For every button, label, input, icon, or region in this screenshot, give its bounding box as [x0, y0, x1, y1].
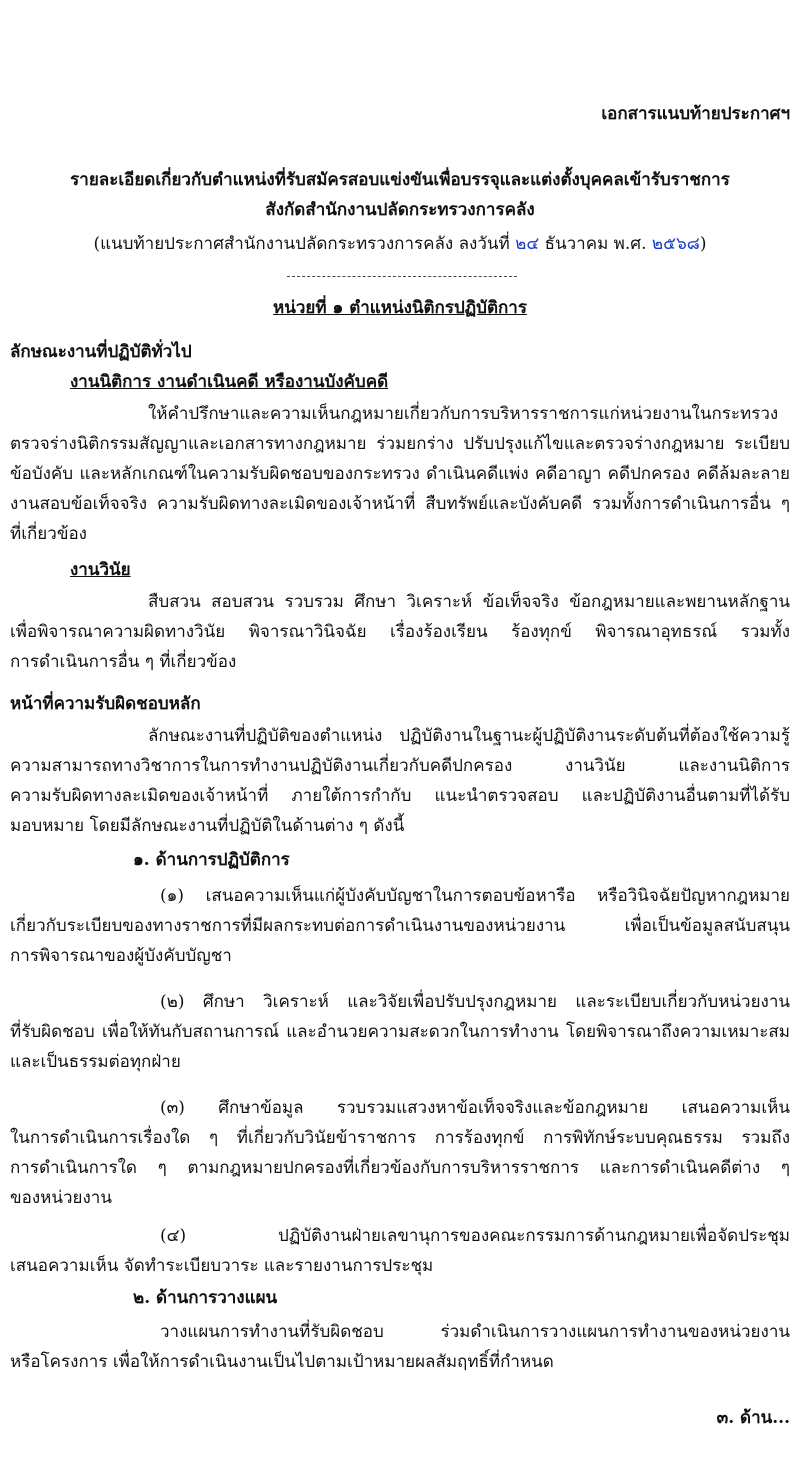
subheading-legal-work: งานนิติการ งานดำเนินคดี หรืองานบังคับคดี: [70, 372, 389, 392]
item-1-line-1: (๑) เสนอความเห็นแก่ผู้บังคับบัญชาในการตอบข้อหารือ หรือวินิจฉัยปัญหากฎหมาย: [160, 886, 790, 906]
attachment-note: เอกสารแนบท้ายประกาศฯ: [601, 104, 790, 124]
subtitle-day: ๒๔: [515, 234, 540, 254]
subtitle: [0, 232, 800, 256]
item-2-line-3: และเป็นธรรมต่อทุกฝ่าย: [10, 1052, 181, 1072]
para-resp-line-1: ลักษณะงานที่ปฏิบัติของตำแหน่ง ปฏิบัติงานในฐานะผู้ปฏิบัติงานระดับต้นที่ต้องใช้ความรู้: [148, 726, 790, 746]
subheading-operations: ๑. ด้านการปฏิบัติการ: [133, 850, 290, 870]
item-4-line-2: เสนอความเห็น จัดทำระเบียบวาระ และรายงานการประชุม: [10, 1256, 434, 1276]
item-1-line-3: การพิจารณาของผู้บังคับบัญชา: [10, 946, 232, 966]
item-4-line-1: (๔) ปฏิบัติงานฝ่ายเลขานุการของคณะกรรมการด้านกฎหมายเพื่อจัดประชุม: [160, 1226, 790, 1246]
section-responsibilities-heading: หน้าที่ความรับผิดชอบหลัก: [10, 694, 201, 714]
item-1-line-2: เกี่ยวกับระเบียบของทางราชการที่มีผลกระทบต่อการดำเนินงานของหน่วยงาน เพื่อเป็นข้อมูลสนับสนุน: [10, 916, 790, 936]
item-3-line-1: (๓) ศึกษาข้อมูล รวบรวมแสวงหาข้อเท็จจริงและข้อกฎหมาย เสนอความเห็น: [160, 1098, 790, 1118]
continuation-marker: ๓. ด้าน...: [716, 1408, 790, 1428]
subtitle-close: ): [699, 234, 707, 254]
subtitle-year: ๒๕๖๘: [651, 234, 700, 254]
title-line-2: สังกัดสำนักงานปลัดกระทรวงการคลัง: [265, 200, 535, 220]
plan-line-2: หรือโครงการ เพื่อให้การดำเนินงานเป็นไปตามเป้าหมายผลสัมฤทธิ์ที่กำหนด: [10, 1352, 554, 1372]
para-resp-line-3: ความรับผิดทางละเมิดของเจ้าหน้าที่ ภายใต้การกำกับ แนะนำตรวจสอบ และปฏิบัติงานอื่นตามที่ได้รับ: [10, 786, 790, 806]
para-discipline-line-3: การดำเนินการอื่น ๆ ที่เกี่ยวข้อง: [10, 652, 237, 672]
item-3-line-3: การดำเนินการใด ๆ ตามกฎหมายปกครองที่เกี่ยวข้องกับการบริหารราชการ และการดำเนินคดีต่าง ๆ: [10, 1158, 790, 1178]
para-legal-line-3: ข้อบังคับ และหลักเกณฑ์ในความรับผิดชอบของกระทรวง ดำเนินคดีแพ่ง คดีอาญา คดีปกครอง คดีล้มละลาย: [10, 464, 790, 484]
item-2-line-2: ที่รับผิดชอบ เพื่อให้ทันกับสถานการณ์ และอำนวยความสะดวกในการทำงาน โดยพิจารณาถึงความเหมาะสม: [10, 1022, 790, 1042]
dashed-separator: [287, 276, 517, 277]
para-legal-line-2: ตรวจร่างนิติกรรมสัญญาและเอกสารทางกฎหมาย ร่วมยกร่าง ปรับปรุงแก้ไขและตรวจร่างกฎหมาย ระเบียบ: [10, 434, 790, 454]
item-2-line-1: (๒) ศึกษา วิเคราะห์ และวิจัยเพื่อปรับปรุงกฎหมาย และระเบียบเกี่ยวกับหน่วยงาน: [160, 992, 790, 1012]
para-discipline-line-1: สืบสวน สอบสวน รวบรวม ศึกษา วิเคราะห์ ข้อเท็จจริง ข้อกฎหมายและพยานหลักฐาน: [148, 592, 790, 612]
subtitle-month: ธันวาคม พ.ศ.: [539, 234, 652, 254]
para-resp-line-2: ความสามารถทางวิชาการในการทำงานปฏิบัติงานเกี่ยวกับคดีปกครอง งานวินัย และงานนิติการ: [10, 756, 790, 776]
subheading-discipline: งานวินัย: [70, 560, 131, 580]
para-legal-line-1: ให้คำปรึกษาและความเห็นกฎหมายเกี่ยวกับการบริหารราชการแก่หน่วยงานในกระทรวง: [148, 404, 779, 424]
para-legal-line-4: งานสอบข้อเท็จจริง ความรับผิดทางละเมิดของเจ้าหน้าที่ สืบทรัพย์และบังคับคดี รวมทั้งการดำเนินการอื่น ๆ: [10, 494, 790, 514]
item-3-line-2: ในการดำเนินการเรื่องใด ๆ ที่เกี่ยวกับวินัยข้าราชการ การร้องทุกข์ การพิทักษ์ระบบคุณธรรม รวมถึง: [10, 1128, 790, 1148]
para-resp-line-4: มอบหมาย โดยมีลักษณะงานที่ปฏิบัติในด้านต่าง ๆ ดังนี้: [10, 816, 405, 836]
section-general-heading: ลักษณะงานที่ปฏิบัติทั่วไป: [10, 342, 192, 362]
item-3-line-4: ของหน่วยงาน: [10, 1188, 112, 1208]
plan-line-1: วางแผนการทำงานที่รับผิดชอบ ร่วมดำเนินการวางแผนการทำงานของหน่วยงาน: [160, 1322, 790, 1342]
para-legal-line-5: ที่เกี่ยวข้อง: [10, 524, 87, 544]
subtitle-prefix: (แนบท้ายประกาศสำนักงานปลัดกระทรวงการคลัง ลงวันที่: [93, 234, 516, 254]
unit-heading: หน่วยที่ ๑ ตำแหน่งนิติกรปฏิบัติการ: [273, 298, 527, 318]
title-line-1: รายละเอียดเกี่ยวกับตำแหน่งที่รับสมัครสอบแข่งขันเพื่อบรรจุและแต่งตั้งบุคคลเข้ารับราชการ: [70, 170, 730, 190]
subheading-planning: ๒. ด้านการวางแผน: [133, 1288, 278, 1308]
para-discipline-line-2: เพื่อพิจารณาความผิดทางวินัย พิจารณาวินิจฉัย เรื่องร้องเรียน ร้องทุกข์ พิจารณาอุทธรณ์ รวมทั้ง: [10, 622, 790, 642]
